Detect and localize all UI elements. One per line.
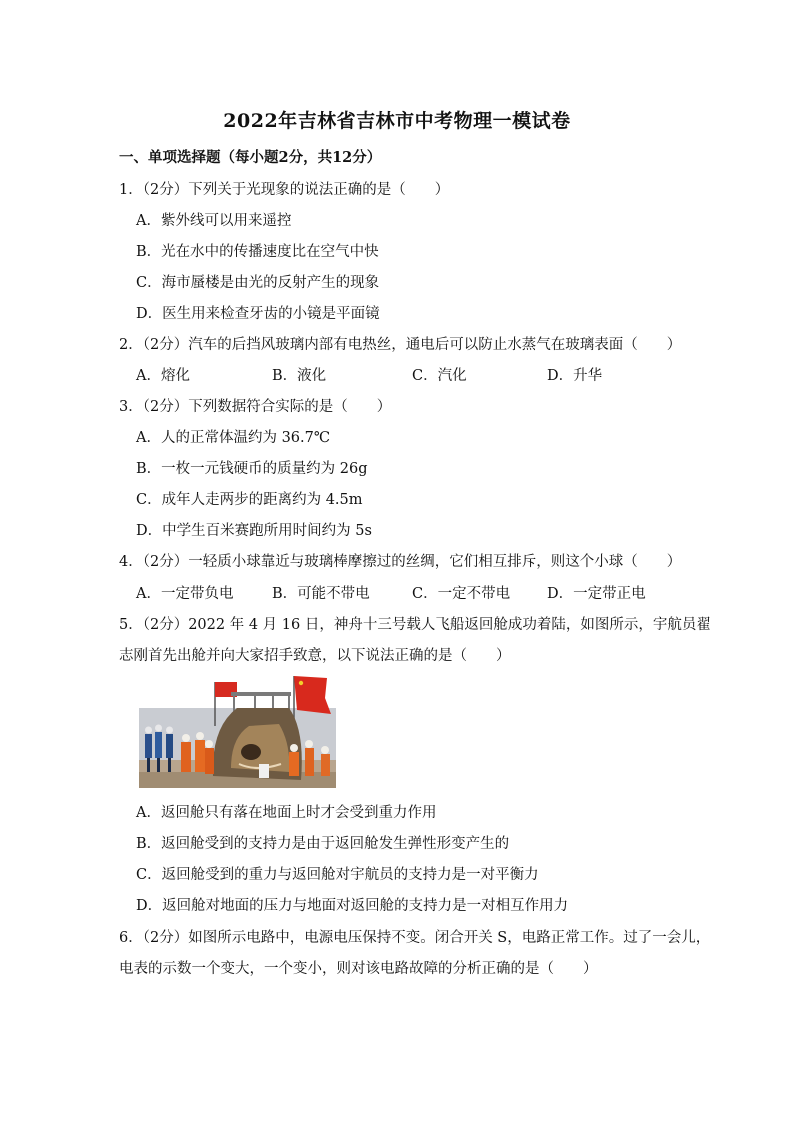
question-4-option-c: C．一定不带电 [412, 586, 511, 602]
return-capsule-photo [139, 668, 336, 788]
question-1-option-b: B．光在水中的传播速度比在空气中快 [136, 244, 379, 260]
question-2-stem: 2．（2分）汽车的后挡风玻璃内部有电热丝，通电后可以防止水蒸气在玻璃表面（ ） [119, 337, 682, 353]
question-3-option-a: A．人的正常体温约为 36.7℃ [136, 430, 331, 446]
question-4-option-b: B．可能不带电 [272, 586, 370, 602]
return-capsule-illustration [139, 668, 336, 788]
question-1-option-c: C．海市蜃楼是由光的反射产生的现象 [136, 275, 380, 291]
question-2-option-a: A．熔化 [136, 368, 190, 384]
question-5-option-c: C．返回舱受到的重力与返回舱对宇航员的支持力是一对平衡力 [136, 867, 539, 883]
question-5-option-a: A．返回舱只有落在地面上时才会受到重力作用 [136, 805, 437, 821]
question-1-stem: 1．（2分）下列关于光现象的说法正确的是（ ） [119, 182, 450, 198]
section-heading: 一、单项选择题（每小题2分，共12分） [119, 149, 382, 166]
question-4-option-a: A．一定带负电 [136, 586, 234, 602]
question-2-option-c: C．汽化 [412, 368, 467, 384]
question-5-stem-line-1: 5．（2分）2022 年 4 月 16 日，神舟十三号载人飞船返回舱成功着陆，如图所示，宇航员翟 [119, 617, 711, 633]
question-5-stem-line-2: 志刚首先出舱并向大家招手致意，以下说法正确的是（ ） [119, 648, 511, 664]
question-5-option-d: D．返回舱对地面的压力与地面对返回舱的支持力是一对相互作用力 [136, 898, 569, 914]
question-3-option-b: B．一枚一元钱硬币的质量约为 26g [136, 461, 368, 477]
question-3-option-d: D．中学生百米赛跑所用时间约为 5s [136, 523, 372, 539]
question-2-option-b: B．液化 [272, 368, 327, 384]
question-4-option-d: D．一定带正电 [547, 586, 646, 602]
question-6-stem-line-1: 6．（2分）如图所示电路中，电源电压保持不变。闭合开关 S，电路正常工作。过了一会儿， [119, 930, 711, 946]
question-3-option-c: C．成年人走两步的距离约为 4.5m [136, 492, 363, 508]
question-1-option-a: A．紫外线可以用来遥控 [136, 213, 292, 229]
question-2-option-d: D．升华 [547, 368, 603, 384]
question-6-stem-line-2: 电表的示数一个变大，一个变小，则对该电路故障的分析正确的是（ ） [119, 961, 598, 977]
question-1-option-d: D．医生用来检查牙齿的小镜是平面镜 [136, 306, 380, 322]
page-title: 2022年吉林省吉林市中考物理一模试卷 [223, 110, 571, 132]
question-4-stem: 4．（2分）一轻质小球靠近与玻璃棒摩擦过的丝绸，它们相互排斥，则这个小球（ ） [119, 554, 682, 570]
question-3-stem: 3．（2分）下列数据符合实际的是（ ） [119, 399, 392, 415]
question-5-option-b: B．返回舱受到的支持力是由于返回舱发生弹性形变产生的 [136, 836, 510, 852]
